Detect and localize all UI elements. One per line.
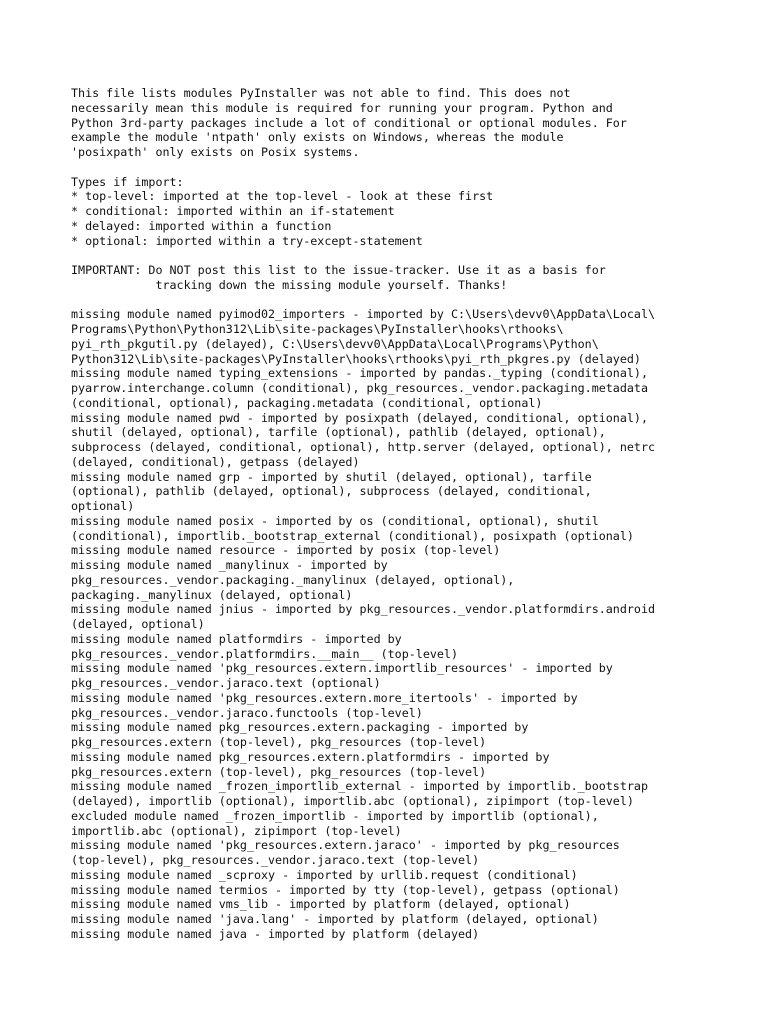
text-line: missing module named 'pkg_resources.extern.more_itertools' - imported by	[71, 690, 578, 705]
text-line: (conditional, optional), packaging.metadata (conditional, optional)	[71, 395, 543, 410]
text-line: optional)	[71, 499, 135, 513]
text-line: This file lists modules PyInstaller was not able to find. This does not	[71, 86, 571, 100]
text-line: pyi_rth_pkgutil.py (delayed), C:\Users\devv0\AppData\Local\Programs\Python\	[71, 336, 599, 351]
text-line	[71, 248, 731, 263]
text-line: subprocess (delayed, conditional, optional), http.server (delayed, optional), netrc	[71, 440, 656, 454]
text-line: missing module named termios - imported by tty (top-level), getpass (optional)	[71, 882, 620, 897]
text-line: * conditional: imported within an if-statement	[71, 204, 395, 218]
text-line	[71, 160, 731, 175]
text-line: IMPORTANT: Do NOT post this list to the issue-tracker. Use it as a basis for	[71, 263, 606, 277]
text-line: missing module named 'pkg_resources.extern.jaraco' - imported by pkg_resources	[71, 838, 620, 853]
text-line: pkg_resources._vendor.packaging._manylinux (delayed, optional),	[71, 572, 515, 587]
text-line: (delayed), importlib (optional), importlib.abc (optional), zipimport (top-level)	[71, 794, 634, 808]
text-line: tracking down the missing module yourself. Thanks!	[71, 277, 508, 292]
text-line: * delayed: imported within a function	[71, 218, 332, 233]
text-line: missing module named _manylinux - imported by	[71, 558, 388, 572]
text-line: missing module named 'pkg_resources.extern.importlib_resources' - imported by	[71, 661, 613, 676]
text-line: missing module named grp - imported by shutil (delayed, optional), tarfile	[71, 469, 592, 484]
text-line: (delayed, optional)	[71, 617, 205, 631]
text-line: missing module named pkg_resources.extern.packaging - imported by	[71, 720, 529, 735]
text-line: (top-level), pkg_resources._vendor.jaraco.text (top-level)	[71, 853, 480, 867]
text-line: necessarily mean this module is required for running your program. Python and	[71, 100, 613, 115]
text-line: Python312\Lib\site-packages\PyInstaller\hooks\rthooks\pyi_rth_pkgres.py (delayed)	[71, 351, 641, 366]
text-line: missing module named vms_lib - imported by platform (delayed, optional)	[71, 897, 571, 912]
text-line: 'posixpath' only exists on Posix systems.	[71, 145, 360, 159]
text-line: shutil (delayed, optional), tarfile (optional), pathlib (delayed, optional),	[71, 425, 606, 440]
text-line: missing module named _scproxy - imported by urllib.request (conditional)	[71, 867, 578, 882]
text-line: (optional), pathlib (delayed, optional), subprocess (delayed, conditional,	[71, 484, 592, 499]
document-text	[71, 86, 731, 942]
text-line: Programs\Python\Python312\Lib\site-packages\PyInstaller\hooks\rthooks\	[71, 322, 564, 336]
text-line: pkg_resources.extern (top-level), pkg_resources (top-level)	[71, 764, 487, 779]
text-line: missing module named pwd - imported by posixpath (delayed, conditional, optional),	[71, 410, 648, 425]
text-line: packaging._manylinux (delayed, optional)	[71, 587, 353, 602]
text-line: missing module named pkg_resources.extern.platformdirs - imported by	[71, 749, 550, 764]
text-line: (delayed, conditional), getpass (delayed)	[71, 454, 360, 469]
text-line: * top-level: imported at the top-level - look at these first	[71, 189, 494, 204]
text-line: (conditional), importlib._bootstrap_external (conditional), posixpath (optional)	[71, 528, 634, 543]
text-line: missing module named resource - imported by posix (top-level)	[71, 543, 501, 558]
text-line: importlib.abc (optional), zipimport (top-level)	[71, 823, 402, 838]
text-line: missing module named _frozen_importlib_external - imported by importlib._bootstrap	[71, 779, 648, 794]
text-line: missing module named 'java.lang' - imported by platform (delayed, optional)	[71, 912, 599, 926]
text-line: pyarrow.interchange.column (conditional), pkg_resources._vendor.packaging.metadata	[71, 381, 648, 395]
text-line: missing module named java - imported by platform (delayed)	[71, 926, 480, 941]
text-line: missing module named jnius - imported by pkg_resources._vendor.platformdirs.android	[71, 602, 656, 617]
text-line	[71, 293, 731, 308]
text-line: Python 3rd-party packages include a lot of conditional or optional modules. For	[71, 115, 627, 130]
text-line: missing module named typing_extensions - imported by pandas._typing (conditional),	[71, 366, 648, 381]
text-line: pkg_resources._vendor.jaraco.text (optional)	[71, 676, 381, 690]
text-line: pkg_resources._vendor.platformdirs.__main__ (top-level)	[71, 646, 459, 661]
text-line: Types if import:	[71, 174, 184, 189]
text-line: pkg_resources._vendor.jaraco.functools (top-level)	[71, 705, 423, 720]
text-line: missing module named platformdirs - imported by	[71, 631, 402, 646]
text-line: missing module named pyimod02_importers - imported by C:\Users\devv0\AppData\Local\	[71, 307, 656, 322]
text-line: * optional: imported within a try-except-statement	[71, 233, 423, 248]
text-line: excluded module named _frozen_importlib - imported by importlib (optional),	[71, 808, 599, 823]
text-line: missing module named posix - imported by os (conditional, optional), shutil	[71, 513, 599, 528]
text-line: pkg_resources.extern (top-level), pkg_resources (top-level)	[71, 735, 487, 749]
text-line: example the module 'ntpath' only exists on Windows, whereas the module	[71, 130, 564, 145]
